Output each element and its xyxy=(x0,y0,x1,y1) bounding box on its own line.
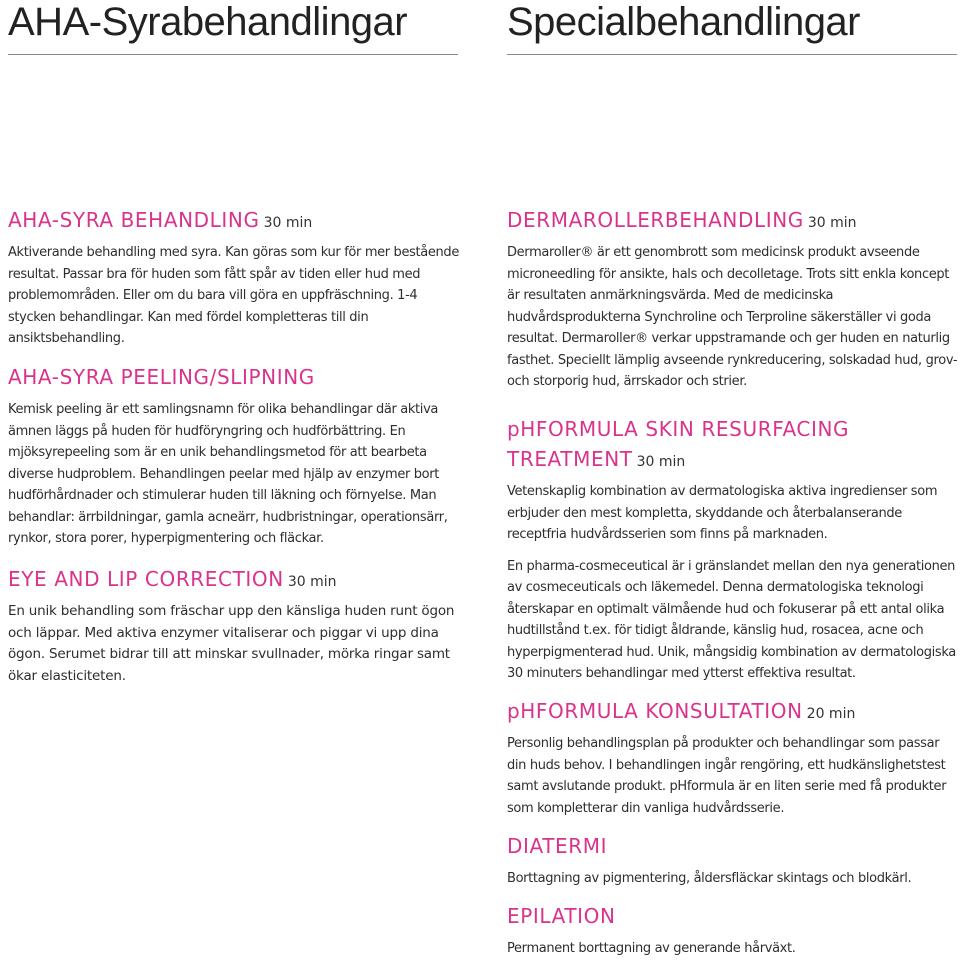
heading-text: AHA-SYRA BEHANDLING xyxy=(8,208,260,232)
section-eye-and-lip-correction xyxy=(8,564,460,687)
section-diatermi xyxy=(507,831,959,890)
section-heading xyxy=(507,696,959,729)
section-body: Permanent borttagning av generande hårväxt. xyxy=(507,941,796,956)
section-aha-syra-behandling xyxy=(8,205,460,350)
heading-text: pHFORMULA SKIN RESURFACING TREATMENT xyxy=(507,417,850,471)
section-heading xyxy=(507,901,959,934)
page-title-left: AHA-Syrabehandlingar xyxy=(8,0,408,44)
duration-label: 30 min xyxy=(636,454,686,470)
section-body: Aktiverande behandling med syra. Kan göras som kur för mer bestående resultat. Passar bra för huden som fått spår av tiden eller hud med problemområden. Eller om du bara vill göra en uppfräschning. 1-4 stycken behandlingar. Kan med fördel kompletteras till din ansiktsbehandling. xyxy=(8,245,459,346)
section-heading xyxy=(8,205,460,238)
duration-label: 30 min xyxy=(263,215,313,231)
title-divider-right xyxy=(507,54,957,55)
section-aha-syra-peeling xyxy=(8,362,460,550)
section-body: Kemisk peeling är ett samlingsnamn för olika behandlingar där aktiva ämnen läggs på huden för hudföryngring och hudförbättring. En mjöksyrepeeling som är en unik behandlingsmetod för att bearbeta diverse hudproblem. Behandlingen peelar med hjälp av enzymer bort hudförhårdnader och stimulerar huden till läkning och förnyelse. Man behandlar: ärrbildningar, gamla acneärr, hudbristningar, operationsärr, rynkor, stora porer, hyperpigmentering och fläckar. xyxy=(8,402,448,546)
section-heading xyxy=(507,205,959,238)
left-column xyxy=(8,0,459,684)
duration-label: 20 min xyxy=(806,706,856,722)
duration-label: 30 min xyxy=(287,574,337,590)
section-heading xyxy=(8,564,460,597)
section-body: En pharma-cosmeceutical är i gränslandet mellan den nya generationen av cosmeceuticals och läkemedel. Denna dermatologiska teknologi återskapar en optimalt välmående hud och fokuserar på ett antal olika hudtillstånd t.ex. för tidigt åldrande, känslig hud, rosacea, acne och hyperpigmenterad hud. Unik, mångsidig kombination av dermatologiska 30 minuters behandlingar med ytterst effektiva resultat. xyxy=(507,558,956,681)
section-heading xyxy=(507,831,959,864)
section-phformula-konsultation xyxy=(507,696,959,819)
heading-text: EYE AND LIP CORRECTION xyxy=(8,567,284,591)
heading-text: pHFORMULA KONSULTATION xyxy=(507,699,803,723)
section-body: Borttagning av pigmentering, åldersfläckar skintags och blodkärl. xyxy=(507,871,912,886)
page-title-right: Specialbehandlingar xyxy=(507,0,860,44)
heading-text: EPILATION xyxy=(507,904,616,928)
title-divider-left xyxy=(8,54,458,55)
section-phformula-skin-resurfacing xyxy=(507,414,959,685)
duration-label: 30 min xyxy=(807,215,857,231)
section-epilation xyxy=(507,901,959,960)
section-heading xyxy=(8,362,460,395)
section-body: En unik behandling som fräschar upp den känsliga huden runt ögon och läppar. Med aktiva enzymer vitaliserar och piggar vi upp dina ögon. Serumet bidrar till att minskar svullnader, mörka ringar samt ökar elasticiteten. xyxy=(8,603,455,684)
heading-text: DIATERMI xyxy=(507,834,608,858)
section-body: Personlig behandlingsplan på produkter och behandlingar som passar din huds behov. I behandlingen ingår rengöring, ett hudkänslighetstest samt avslutande produkt. pHformula är en liten serie med få produkter som kompletterar din vanliga hudvårdsserie. xyxy=(507,736,947,816)
section-dermarollerbehandling xyxy=(507,205,959,393)
right-column xyxy=(507,0,958,956)
heading-text: AHA-SYRA PEELING/SLIPNING xyxy=(8,365,315,389)
section-heading xyxy=(507,414,959,477)
section-body: Vetenskaplig kombination av dermatologiska aktiva ingredienser som erbjuder den mest kompletta, skyddande och återbalanserande receptfria hudvårdsserien som finns på marknaden. xyxy=(507,484,938,542)
section-body: Dermaroller® är ett genombrott som medicinsk produkt avseende microneedling för ansikte, hals och decolletage. Trots sitt enkla koncept är resultaten anmärkningsvärda. Med de medicinska hudvårdsprodukterna Synchroline och Terproline säkerställer vi goda resultat. Dermaroller® verkar uppstramande och ger huden en naturlig fasthet. Speciellt lämplig avseende rynkreducering, solskadad hud, grov-och storporig hud, ärrskador och strier. xyxy=(507,245,958,389)
heading-text: DERMAROLLERBEHANDLING xyxy=(507,208,804,232)
